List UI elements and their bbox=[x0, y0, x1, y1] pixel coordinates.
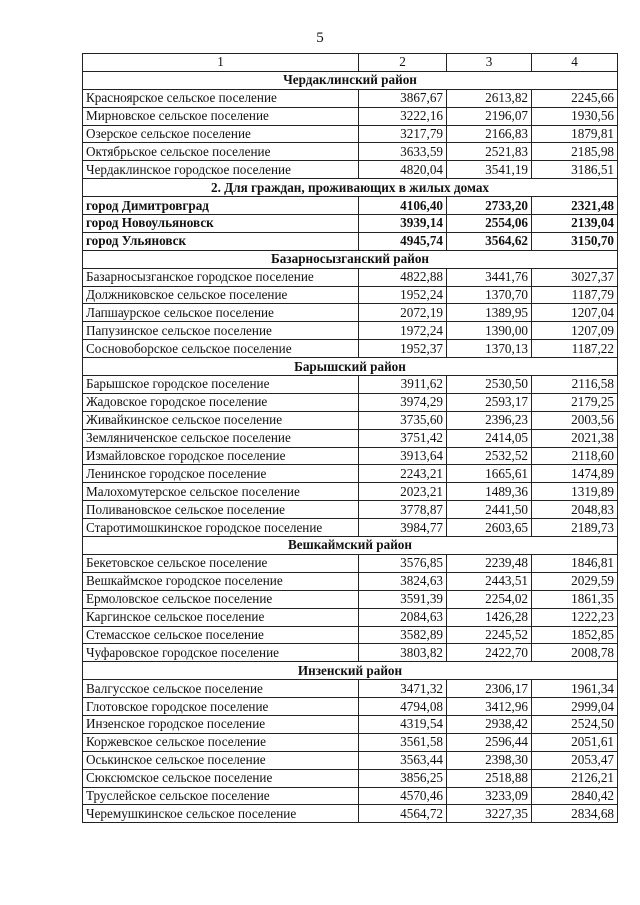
value-col-3: 2398,30 bbox=[447, 751, 532, 769]
value-col-2: 3222,16 bbox=[359, 107, 447, 125]
value-col-3: 1426,28 bbox=[447, 608, 532, 626]
value-col-3: 2532,52 bbox=[447, 447, 532, 465]
settlement-name: Коржевское сельское поселение bbox=[83, 733, 359, 751]
value-col-3: 3441,76 bbox=[447, 268, 532, 286]
value-col-2: 4820,04 bbox=[359, 161, 447, 179]
table-row bbox=[83, 680, 618, 698]
value-col-3: 2938,42 bbox=[447, 715, 532, 733]
value-col-2: 2072,19 bbox=[359, 304, 447, 322]
section-row bbox=[83, 250, 618, 268]
value-col-2: 3471,32 bbox=[359, 680, 447, 698]
value-col-2: 3591,39 bbox=[359, 590, 447, 608]
settlement-name: Лапшаурское сельское поселение bbox=[83, 304, 359, 322]
section-title: 2. Для граждан, проживающих в жилых домах bbox=[83, 179, 618, 197]
value-col-4: 1187,22 bbox=[532, 340, 618, 358]
value-col-3: 2245,52 bbox=[447, 626, 532, 644]
table-row bbox=[83, 644, 618, 662]
value-col-2: 4794,08 bbox=[359, 698, 447, 716]
settlement-name: Чердаклинское городское поселение bbox=[83, 161, 359, 179]
value-col-2: 4106,40 bbox=[359, 197, 447, 215]
value-col-3: 2613,82 bbox=[447, 89, 532, 107]
table-row bbox=[83, 447, 618, 465]
value-col-3: 2593,17 bbox=[447, 393, 532, 411]
table-row bbox=[83, 608, 618, 626]
table-row bbox=[83, 376, 618, 394]
column-header: 1 bbox=[83, 54, 359, 72]
value-col-3: 2603,65 bbox=[447, 519, 532, 537]
settlement-name: Бекетовское сельское поселение bbox=[83, 554, 359, 572]
settlement-name: Малохомутерское сельское поселение bbox=[83, 483, 359, 501]
value-col-4: 3027,37 bbox=[532, 268, 618, 286]
table-row bbox=[83, 626, 618, 644]
column-header: 4 bbox=[532, 54, 618, 72]
table-row bbox=[83, 161, 618, 179]
value-col-2: 3582,89 bbox=[359, 626, 447, 644]
settlement-name: Старотимошкинское городское поселение bbox=[83, 519, 359, 537]
settlement-name: Чуфаровское городское поселение bbox=[83, 644, 359, 662]
value-col-4: 1861,35 bbox=[532, 590, 618, 608]
value-col-4: 1187,79 bbox=[532, 286, 618, 304]
table-row bbox=[83, 268, 618, 286]
settlement-name: Валгусское сельское поселение bbox=[83, 680, 359, 698]
settlement-name: Мирновское сельское поселение bbox=[83, 107, 359, 125]
value-col-2: 4822,88 bbox=[359, 268, 447, 286]
value-col-2: 3751,42 bbox=[359, 429, 447, 447]
page-number: 5 bbox=[316, 30, 324, 46]
settlement-name: Сюксюмское сельское поселение bbox=[83, 769, 359, 787]
value-col-3: 2596,44 bbox=[447, 733, 532, 751]
settlement-name: Оськинское сельское поселение bbox=[83, 751, 359, 769]
value-col-2: 3974,29 bbox=[359, 393, 447, 411]
value-col-2: 3561,58 bbox=[359, 733, 447, 751]
table-row bbox=[83, 89, 618, 107]
section-row bbox=[83, 537, 618, 555]
value-col-4: 1474,89 bbox=[532, 465, 618, 483]
value-col-4: 1961,34 bbox=[532, 680, 618, 698]
settlement-name: Черемушкинское сельское поселение bbox=[83, 805, 359, 823]
value-col-2: 3563,44 bbox=[359, 751, 447, 769]
table-row bbox=[83, 304, 618, 322]
table-row bbox=[83, 698, 618, 716]
value-col-3: 1389,95 bbox=[447, 304, 532, 322]
value-col-4: 2048,83 bbox=[532, 501, 618, 519]
value-col-2: 2243,21 bbox=[359, 465, 447, 483]
table-row bbox=[83, 143, 618, 161]
table-row bbox=[83, 554, 618, 572]
settlement-name: Барышское городское поселение bbox=[83, 376, 359, 394]
value-col-3: 3227,35 bbox=[447, 805, 532, 823]
table-row bbox=[83, 215, 618, 233]
value-col-3: 1370,13 bbox=[447, 340, 532, 358]
value-col-2: 3911,62 bbox=[359, 376, 447, 394]
value-col-2: 1952,24 bbox=[359, 286, 447, 304]
value-col-3: 2441,50 bbox=[447, 501, 532, 519]
settlement-name: Инзенское городское поселение bbox=[83, 715, 359, 733]
settlement-name: Труслейское сельское поселение bbox=[83, 787, 359, 805]
settlement-name: Живайкинское сельское поселение bbox=[83, 411, 359, 429]
table-row bbox=[83, 197, 618, 215]
table-row bbox=[83, 483, 618, 501]
settlement-name: Красноярское сельское поселение bbox=[83, 89, 359, 107]
value-col-4: 1846,81 bbox=[532, 554, 618, 572]
value-col-4: 2189,73 bbox=[532, 519, 618, 537]
settlement-name: Должниковское сельское поселение bbox=[83, 286, 359, 304]
settlement-name: Октябрьское сельское поселение bbox=[83, 143, 359, 161]
value-col-4: 2116,58 bbox=[532, 376, 618, 394]
value-col-2: 4570,46 bbox=[359, 787, 447, 805]
table-row bbox=[83, 107, 618, 125]
value-col-4: 1930,56 bbox=[532, 107, 618, 125]
table-row bbox=[83, 733, 618, 751]
value-col-3: 2414,05 bbox=[447, 429, 532, 447]
section-row bbox=[83, 179, 618, 197]
value-col-2: 3576,85 bbox=[359, 554, 447, 572]
value-col-2: 3778,87 bbox=[359, 501, 447, 519]
table-row bbox=[83, 429, 618, 447]
value-col-2: 3856,25 bbox=[359, 769, 447, 787]
value-col-2: 3824,63 bbox=[359, 572, 447, 590]
value-col-4: 2179,25 bbox=[532, 393, 618, 411]
table-row bbox=[83, 465, 618, 483]
settlement-name: Базарносызганское городское поселение bbox=[83, 268, 359, 286]
value-col-4: 2003,56 bbox=[532, 411, 618, 429]
column-header: 2 bbox=[359, 54, 447, 72]
value-col-3: 1390,00 bbox=[447, 322, 532, 340]
settlement-name: Жадовское городское поселение bbox=[83, 393, 359, 411]
settlement-name: Глотовское городское поселение bbox=[83, 698, 359, 716]
value-col-4: 1879,81 bbox=[532, 125, 618, 143]
value-col-3: 1489,36 bbox=[447, 483, 532, 501]
value-col-4: 2999,04 bbox=[532, 698, 618, 716]
section-title: Инзенский район bbox=[83, 662, 618, 680]
column-header: 3 bbox=[447, 54, 532, 72]
value-col-4: 1207,04 bbox=[532, 304, 618, 322]
value-col-3: 2422,70 bbox=[447, 644, 532, 662]
section-row bbox=[83, 358, 618, 376]
value-col-4: 2051,61 bbox=[532, 733, 618, 751]
value-col-4: 2245,66 bbox=[532, 89, 618, 107]
table-row bbox=[83, 393, 618, 411]
settlement-name: Измайловское городское поселение bbox=[83, 447, 359, 465]
value-col-2: 1972,24 bbox=[359, 322, 447, 340]
settlement-name: город Новоульяновск bbox=[83, 215, 359, 233]
settlement-name: Земляниченское сельское поселение bbox=[83, 429, 359, 447]
table-row bbox=[83, 340, 618, 358]
section-title: Чердаклинский район bbox=[83, 71, 618, 89]
value-col-4: 2008,78 bbox=[532, 644, 618, 662]
value-col-3: 2166,83 bbox=[447, 125, 532, 143]
settlement-name: Каргинское сельское поселение bbox=[83, 608, 359, 626]
settlement-name: Ермоловское сельское поселение bbox=[83, 590, 359, 608]
settlement-name: Поливановское сельское поселение bbox=[83, 501, 359, 519]
table-row bbox=[83, 501, 618, 519]
value-col-3: 2239,48 bbox=[447, 554, 532, 572]
value-col-3: 1665,61 bbox=[447, 465, 532, 483]
table-row bbox=[83, 125, 618, 143]
value-col-2: 3633,59 bbox=[359, 143, 447, 161]
table-row bbox=[83, 572, 618, 590]
section-row bbox=[83, 662, 618, 680]
value-col-4: 2118,60 bbox=[532, 447, 618, 465]
value-col-3: 2530,50 bbox=[447, 376, 532, 394]
table-row bbox=[83, 769, 618, 787]
value-col-2: 3867,67 bbox=[359, 89, 447, 107]
table-row bbox=[83, 322, 618, 340]
table-row bbox=[83, 286, 618, 304]
table-row bbox=[83, 590, 618, 608]
value-col-3: 2254,02 bbox=[447, 590, 532, 608]
value-col-4: 2029,59 bbox=[532, 572, 618, 590]
tariff-table bbox=[82, 53, 618, 823]
value-col-2: 4319,54 bbox=[359, 715, 447, 733]
settlement-name: Озерское сельское поселение bbox=[83, 125, 359, 143]
settlement-name: Стемасское сельское поселение bbox=[83, 626, 359, 644]
value-col-4: 2834,68 bbox=[532, 805, 618, 823]
value-col-3: 3412,96 bbox=[447, 698, 532, 716]
settlement-name: Ленинское городское поселение bbox=[83, 465, 359, 483]
value-col-4: 2321,48 bbox=[532, 197, 618, 215]
value-col-4: 3186,51 bbox=[532, 161, 618, 179]
value-col-4: 2185,98 bbox=[532, 143, 618, 161]
value-col-4: 2021,38 bbox=[532, 429, 618, 447]
value-col-3: 2396,23 bbox=[447, 411, 532, 429]
value-col-4: 2139,04 bbox=[532, 215, 618, 233]
table-row bbox=[83, 411, 618, 429]
value-col-2: 2084,63 bbox=[359, 608, 447, 626]
value-col-2: 3939,14 bbox=[359, 215, 447, 233]
value-col-2: 3735,60 bbox=[359, 411, 447, 429]
value-col-3: 3233,09 bbox=[447, 787, 532, 805]
table-row bbox=[83, 232, 618, 250]
value-col-3: 2554,06 bbox=[447, 215, 532, 233]
value-col-3: 2733,20 bbox=[447, 197, 532, 215]
value-col-2: 3984,77 bbox=[359, 519, 447, 537]
value-col-2: 4945,74 bbox=[359, 232, 447, 250]
table-row bbox=[83, 805, 618, 823]
value-col-3: 3564,62 bbox=[447, 232, 532, 250]
table-row bbox=[83, 715, 618, 733]
settlement-name: Вешкаймское городское поселение bbox=[83, 572, 359, 590]
table-row bbox=[83, 787, 618, 805]
value-col-2: 3217,79 bbox=[359, 125, 447, 143]
table-body bbox=[83, 54, 618, 823]
value-col-3: 2196,07 bbox=[447, 107, 532, 125]
section-row bbox=[83, 71, 618, 89]
value-col-3: 2518,88 bbox=[447, 769, 532, 787]
value-col-4: 3150,70 bbox=[532, 232, 618, 250]
settlement-name: город Димитровград bbox=[83, 197, 359, 215]
value-col-4: 1852,85 bbox=[532, 626, 618, 644]
table-row bbox=[83, 519, 618, 537]
value-col-3: 2306,17 bbox=[447, 680, 532, 698]
value-col-3: 1370,70 bbox=[447, 286, 532, 304]
value-col-2: 4564,72 bbox=[359, 805, 447, 823]
value-col-4: 1319,89 bbox=[532, 483, 618, 501]
settlement-name: город Ульяновск bbox=[83, 232, 359, 250]
settlement-name: Сосновоборское сельское поселение bbox=[83, 340, 359, 358]
value-col-4: 2840,42 bbox=[532, 787, 618, 805]
value-col-2: 1952,37 bbox=[359, 340, 447, 358]
value-col-4: 1222,23 bbox=[532, 608, 618, 626]
value-col-2: 3803,82 bbox=[359, 644, 447, 662]
section-title: Барышский район bbox=[83, 358, 618, 376]
settlement-name: Папузинское сельское поселение bbox=[83, 322, 359, 340]
value-col-3: 3541,19 bbox=[447, 161, 532, 179]
value-col-4: 2053,47 bbox=[532, 751, 618, 769]
value-col-4: 2524,50 bbox=[532, 715, 618, 733]
section-title: Вешкаймский район bbox=[83, 537, 618, 555]
section-title: Базарносызганский район bbox=[83, 250, 618, 268]
value-col-2: 2023,21 bbox=[359, 483, 447, 501]
value-col-3: 2443,51 bbox=[447, 572, 532, 590]
table-row bbox=[83, 751, 618, 769]
value-col-4: 2126,21 bbox=[532, 769, 618, 787]
value-col-2: 3913,64 bbox=[359, 447, 447, 465]
value-col-3: 2521,83 bbox=[447, 143, 532, 161]
header-row bbox=[83, 54, 618, 72]
value-col-4: 1207,09 bbox=[532, 322, 618, 340]
